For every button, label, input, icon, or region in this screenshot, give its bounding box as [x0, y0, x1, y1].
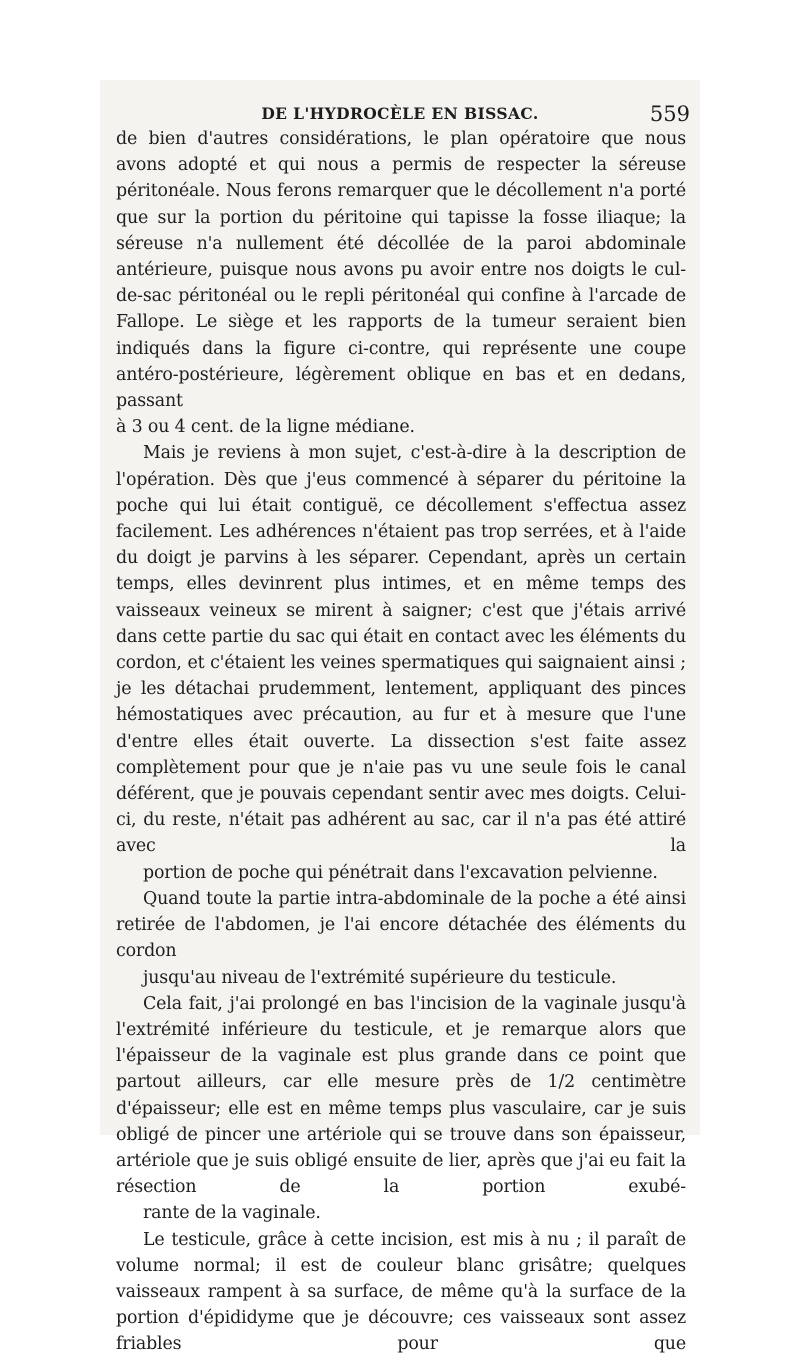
- paragraph-text: Quand toute la partie intra-abdominale de la poche a été ainsi retirée de l'abdomen, je l'ai encore détachée des éléments du cordon: [116, 888, 686, 962]
- page-number: 559: [649, 102, 690, 126]
- paragraph-text: de bien d'autres considérations, le plan opératoire que nous avons adopté et qui nous a permis de respecter la séreuse péritonéale. Nous ferons remarquer que le décollement n'a porté que sur la portion du péritoine qui tapisse la fosse iliaque; la séreuse n'a nullement été décollée de la paroi abdominale antérieure, puisque nous avons pu avoir entre nos doigts le cul-de-sac péritonéal ou le repli péritonéal qui confine à l'arcade de Fallope. Le siège et les rapports de la tumeur seraient bien indiqués dans la figure ci-contre, qui représente une coupe antéro-postérieure, légèrement oblique en bas et en dedans, passant: [116, 129, 686, 412]
- book-page: [100, 80, 700, 1355]
- paragraph-last-line: portion de poche qui pénétrait dans l'excavation pelvienne.: [143, 862, 658, 883]
- paragraph-last-line: à 3 ou 4 cent. de la ligne médiane.: [116, 417, 415, 438]
- paragraph: [116, 1227, 686, 1358]
- paragraph-last-line: rante de la vaginale.: [143, 1203, 321, 1224]
- running-title: DE L'HYDROCÈLE EN BISSAC.: [261, 104, 539, 123]
- paragraph: [116, 991, 686, 1227]
- paragraph-last-line: jusqu'au niveau de l'extrémité supérieure du testicule.: [143, 967, 617, 988]
- running-head: [116, 100, 690, 128]
- paragraph-text: Cela fait, j'ai prolongé en bas l'incision de la vaginale jusqu'à l'extrémité inférieure du testicule, et je remarque alors que l'épaisseur de la vaginale est plus grande dans ce point que partout ailleurs, car elle mesure près de 1/2 centimètre d'épaisseur; elle est en même temps plus vasculaire, car je suis obligé de pincer une artériole qui se trouve dans son épaisseur, artériole que je suis obligé ensuite de lier, après que j'ai eu fait la résection de la portion exubé-: [116, 993, 686, 1198]
- paragraph: [116, 440, 686, 885]
- body-text: [116, 126, 686, 1358]
- paragraph-text: Le testicule, grâce à cette incision, est mis à nu ; il paraît de volume normal; il est de couleur blanc grisâtre; quelques vaisseaux rampent à sa surface, de même qu'à la surface de la portion d'épididyme que je découvre; ces vaisseaux sont assez friables pour que: [116, 1229, 686, 1355]
- paragraph: [116, 126, 686, 440]
- paragraph: [116, 886, 686, 991]
- paragraph-text: Mais je reviens à mon sujet, c'est-à-dire à la description de l'opération. Dès que j'eus commencé à séparer du péritoine la poche qui lui était contiguë, ce décollement s'effectua assez facilement. Les adhérences n'étaient pas trop serrées, et à l'aide du doigt je parvins à les séparer. Cependant, après un certain temps, elles devinrent plus intimes, et en même temps des vaisseaux veineux se mirent à saigner; c'est que j'étais arrivé dans cette partie du sac qui était en contact avec les éléments du cordon, et c'étaient les veines spermatiques qui saignaient ainsi ; je les détachai prudemment, lentement, appliquant des pinces hémostatiques avec précaution, au fur et à mesure que l'une d'entre elles était ouverte. La dissection s'est faite assez complètement pour que je n'aie pas vu une seule fois le canal déférent, que je pouvais cependant sentir avec mes doigts. Celui-ci, du reste, n'était pas adhérent au sac, car il n'a pas été attiré avec la: [116, 443, 686, 857]
